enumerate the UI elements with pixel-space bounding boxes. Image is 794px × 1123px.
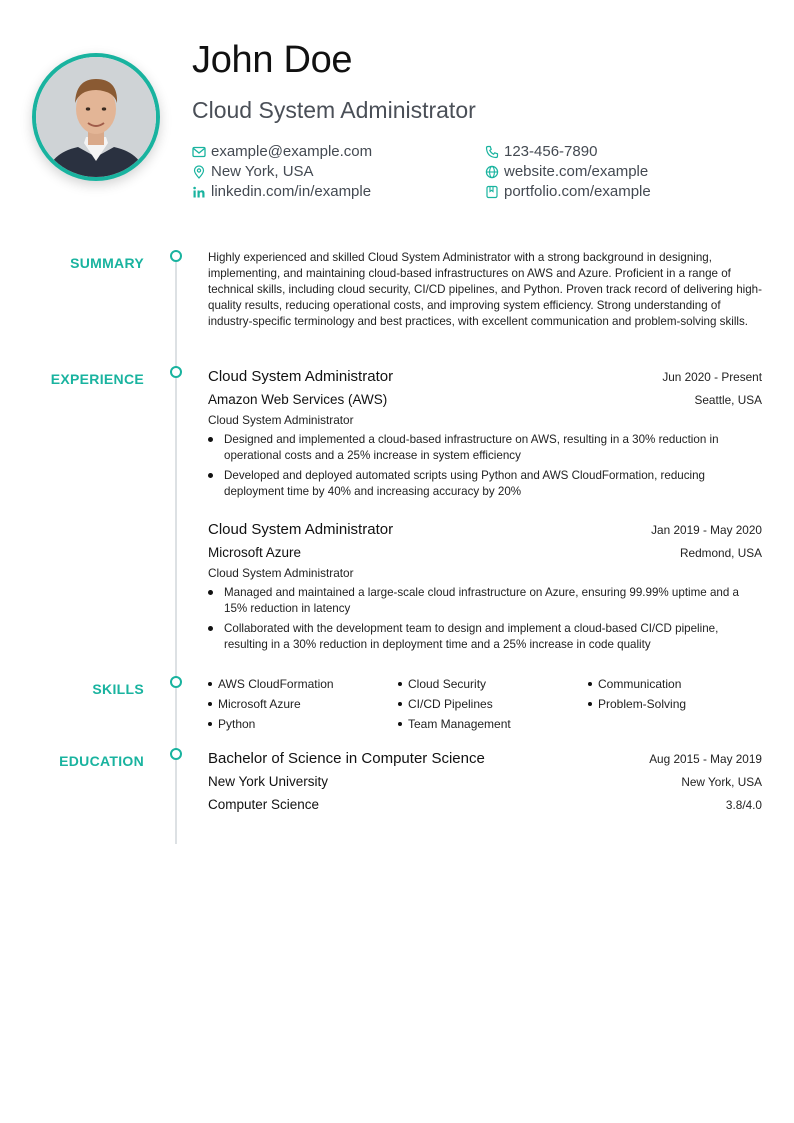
phone-icon — [485, 145, 499, 159]
job-role: Cloud System Administrator — [208, 413, 354, 427]
experience-heading: EXPERIENCE — [50, 371, 144, 387]
job-bullet — [208, 468, 762, 500]
contact-website[interactable] — [485, 162, 648, 182]
skill-item — [398, 696, 588, 712]
bullet-dot — [398, 682, 402, 686]
bullet-dot — [208, 473, 213, 478]
website-text: website.com/example — [504, 163, 649, 180]
job-location: Redmond, USA — [680, 546, 762, 560]
contact-location — [192, 162, 314, 182]
bullet-text: Managed and maintained a large-scale cloud infrastructure on Azure, ensuring 99.99% uptime and a 15% reduction in latency — [224, 586, 739, 615]
contact-portfolio[interactable] — [485, 182, 651, 202]
skill-item — [208, 716, 398, 732]
education-heading: EDUCATION — [59, 753, 144, 769]
job-title: Cloud System Administrator — [208, 368, 394, 385]
summary-heading: SUMMARY — [70, 255, 144, 271]
bullet-dot — [588, 682, 592, 686]
experience-timeline-dot — [170, 366, 182, 378]
job-title: Cloud System Administrator — [208, 521, 394, 538]
skill-text: Communication — [598, 677, 682, 691]
job-dates: Jun 2020 - Present — [662, 370, 762, 384]
degree-title: Bachelor of Science in Computer Science — [208, 750, 485, 767]
summary-text: Highly experienced and skilled Cloud System Administrator with a strong background in designing, implementing, and maintaining cloud-based infrastructures on AWS and Azure. Proficient in a range of technical skills, including cloud security, CI/CD pipelines, and Python. Proven track record of delivering high-quality results, reducing operational costs, and improving system efficiency. Strong understanding of industry-specific terminology and best practices, with excellent communication and problem-solving skills. — [208, 251, 762, 328]
company-name: Microsoft Azure — [208, 545, 302, 560]
experience-entry — [208, 520, 762, 657]
bullet-dot — [398, 702, 402, 706]
skills-timeline-dot — [170, 676, 182, 688]
contact-linkedin[interactable] — [192, 182, 371, 202]
summary-timeline-dot — [170, 250, 182, 262]
skill-item — [588, 696, 768, 712]
avatar — [36, 57, 156, 177]
mail-icon — [192, 145, 206, 159]
school-name: New York University — [208, 774, 329, 789]
job-bullets — [208, 432, 762, 500]
skill-item — [208, 696, 398, 712]
skill-text: Cloud Security — [408, 677, 487, 691]
job-bullet — [208, 621, 762, 653]
candidate-name: John Doe — [192, 39, 353, 81]
experience-entry — [208, 367, 762, 504]
job-bullet — [208, 432, 762, 464]
job-bullets — [208, 585, 762, 653]
school-location: New York, USA — [681, 775, 762, 789]
company-name: Amazon Web Services (AWS) — [208, 392, 388, 407]
location-pin-icon — [192, 165, 206, 179]
candidate-title: Cloud System Administrator — [192, 97, 476, 123]
field-of-study: Computer Science — [208, 797, 320, 812]
phone-text: 123-456-7890 — [504, 143, 598, 160]
job-location: Seattle, USA — [694, 393, 762, 407]
globe-icon — [485, 165, 499, 179]
bullet-dot — [208, 590, 213, 595]
bullet-dot — [208, 702, 212, 706]
skill-item — [398, 676, 588, 692]
bullet-dot — [208, 682, 212, 686]
skill-text: CI/CD Pipelines — [408, 697, 493, 711]
skill-text: Problem-Solving — [598, 697, 687, 711]
bullet-text: Collaborated with the development team to design and implement a cloud-based CI/CD pipeline, resulting in a 30% reduction in deployment time and a 25% increase in code quality — [224, 622, 719, 651]
skill-text: Microsoft Azure — [218, 697, 301, 711]
skills-heading: SKILLS — [92, 681, 144, 697]
bullet-text: Designed and implemented a cloud-based infrastructure on AWS, resulting in a 30% reduction in operational costs and a 25% increase in system efficiency — [224, 433, 719, 462]
bullet-dot — [398, 722, 402, 726]
education-dates: Aug 2015 - May 2019 — [649, 752, 762, 766]
skill-text: Python — [218, 717, 256, 731]
resume-header — [0, 0, 794, 220]
skill-item — [208, 676, 398, 692]
education-timeline-dot — [170, 748, 182, 760]
contact-phone[interactable] — [485, 142, 597, 162]
skill-text: AWS CloudFormation — [218, 677, 334, 691]
contact-email[interactable] — [192, 142, 372, 162]
bullet-dot — [208, 722, 212, 726]
linkedin-icon — [192, 185, 206, 199]
skill-item — [588, 676, 768, 692]
job-bullet — [208, 585, 762, 617]
portfolio-text: portfolio.com/example — [504, 183, 651, 200]
skill-text: Team Management — [408, 717, 511, 731]
bullet-dot — [588, 702, 592, 706]
linkedin-text: linkedin.com/in/example — [211, 183, 372, 200]
location-text: New York, USA — [211, 163, 314, 180]
bullet-dot — [208, 437, 213, 442]
portfolio-icon — [485, 185, 499, 199]
job-role: Cloud System Administrator — [208, 566, 354, 580]
gpa: 3.8/4.0 — [725, 798, 762, 812]
skill-item — [398, 716, 588, 732]
profile-photo — [32, 53, 160, 181]
job-dates: Jan 2019 - May 2020 — [651, 523, 762, 537]
skills-list — [208, 676, 768, 732]
bullet-text: Developed and deployed automated scripts using Python and AWS CloudFormation, reducing deployment time by 40% and increasing accuracy by 20% — [224, 469, 705, 498]
email-text: example@example.com — [211, 143, 373, 160]
education-entry — [208, 749, 762, 814]
bullet-dot — [208, 626, 213, 631]
